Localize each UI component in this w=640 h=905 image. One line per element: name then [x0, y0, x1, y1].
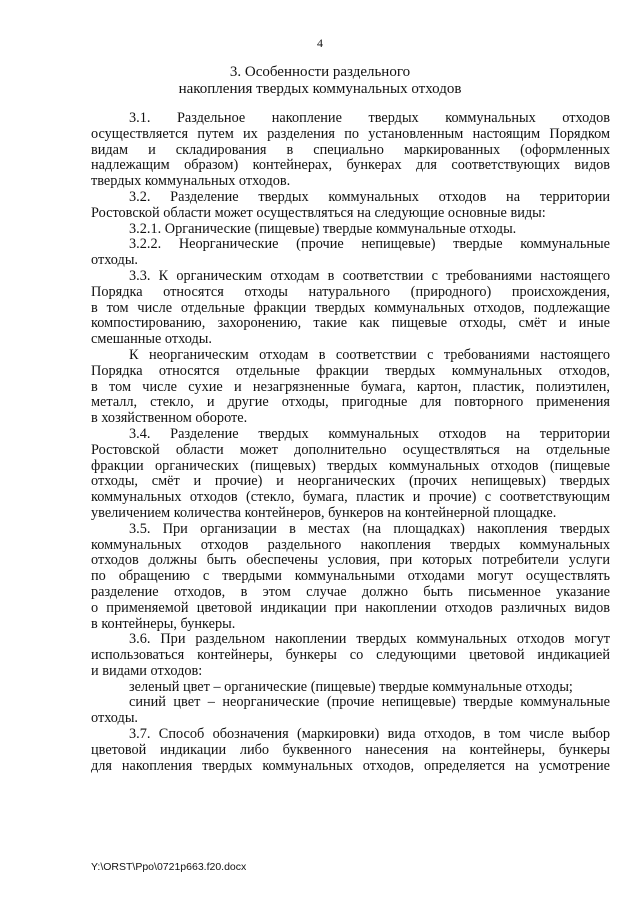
paragraph-line: 3.6. При раздельном накоплении твердых коммунальных отходов могут [129, 631, 610, 648]
document-body [91, 111, 610, 774]
paragraph-p3-6-b [91, 695, 610, 727]
paragraph-line: синий цвет – неорганические (прочие непищевые) твердые коммунальные [129, 694, 610, 711]
paragraph-line: 3.5. При организации в местах (на площадках) накопления твердых [129, 520, 610, 537]
paragraph-line: твердых коммунальных отходов. [91, 173, 291, 190]
file-path-footer: Y:\ORST\Ppo\0721p663.f20.docx [91, 861, 247, 873]
paragraph-line: отходов должны быть обеспечены условия, при которых потребители услуги [91, 552, 610, 569]
paragraph-line: 3.4. Разделение твердых коммунальных отходов на территории [129, 425, 610, 442]
paragraph-line: коммунальных отходов (стекло, бумага, пластик и прочие) с соответствующим [91, 489, 610, 506]
paragraph-line: в контейнеры, бункеры. [91, 615, 236, 632]
paragraph-line: Ростовской области может осуществляться на следующие основные виды: [91, 204, 546, 221]
paragraph-line: надлежащим образом) контейнерах, бункерах для соответствующих видов [91, 157, 610, 174]
paragraph-line: Ростовской области может дополнительно осуществляться на отдельные [91, 441, 610, 458]
paragraph-line: 3.2.1. Органические (пищевые) твердые коммунальные отходы. [129, 220, 517, 237]
paragraph-line: осуществляется путем их разделения по установленным настоящим Порядком [91, 125, 610, 142]
paragraph-line: зеленый цвет – органические (пищевые) твердые коммунальные отходы; [129, 678, 573, 695]
paragraph-line: увеличением количества контейнеров, бункеров на контейнерной площадке. [91, 504, 557, 521]
paragraph-line: в том числе отдельные фракции твердых коммунальных отходов, подлежащие [91, 299, 610, 316]
paragraph-line: 3.2. Разделение твердых коммунальных отходов на территории [129, 188, 610, 205]
section-title-line: накопления твердых коммунальных отходов [178, 81, 462, 97]
paragraph-line: Порядка относятся отдельные фракции твердых коммунальных отходов, [91, 362, 610, 379]
paragraph-line: в хозяйственном обороте. [91, 410, 248, 427]
section-title-line: 3. Особенности раздельного [229, 64, 411, 80]
paragraph-line: отходы, смёт и прочие) и неорганических (прочих непищевых) твердых [91, 473, 610, 490]
paragraph-line: по обращению с твердыми коммунальными отходами могут осуществлять [91, 568, 610, 585]
paragraph-line: отходы. [91, 710, 139, 727]
paragraph-p3-6-a [91, 680, 610, 696]
paragraph-line: коммунальных отходов раздельного накопления твердых коммунальных [91, 536, 610, 553]
paragraph-line: 3.2.2. Неорганические (прочие непищевые) твердые коммунальные [129, 236, 610, 253]
paragraph-line: для накопления твердых коммунальных отходов, определяется на усмотрение [91, 757, 610, 774]
paragraph-line: в том числе сухие и незагрязненные бумага, картон, пластик, полиэтилен, [91, 378, 610, 395]
paragraph-line: видам и складирования в специально маркированных (оформленных [91, 141, 610, 158]
paragraph-line: цветовой индикации либо буквенного нанесения на контейнеры, бункеры [91, 741, 610, 758]
paragraph-p3-2-1 [91, 222, 610, 238]
paragraph-line: металл, стекло, и другие отходы, пригодные для повторного применения [91, 394, 610, 411]
paragraph-line: К неорганическим отходам в соответствии с требованиями настоящего [129, 346, 610, 363]
paragraph-p3-6 [91, 632, 610, 679]
paragraph-line: использоваться контейнеры, бункеры со следующими цветовой индикацией [91, 647, 610, 664]
page-number: 4 [317, 36, 323, 50]
paragraph-line: компостированию, захоронению, такие как пищевые отходы, смёт и иные [91, 315, 610, 332]
paragraph-line: и видами отходов: [91, 662, 203, 679]
paragraph-line: Порядка относятся отходы натурального (природного) происхождения, [91, 283, 610, 300]
paragraph-line: смешанные отходы. [91, 331, 212, 348]
paragraph-p3-1 [91, 111, 610, 190]
paragraph-p3-3-b [91, 348, 610, 427]
paragraph-p3-5 [91, 522, 610, 633]
paragraph-p3-2-2 [91, 237, 610, 269]
section-title [0, 64, 640, 98]
paragraph-line: отходы. [91, 252, 139, 269]
paragraph-line: разделение отходов, в этом случае должно быть письменное указание [91, 583, 610, 600]
paragraph-p3-3 [91, 269, 610, 348]
paragraph-line: 3.3. К органическим отходам в соответствии с требованиями настоящего [129, 267, 610, 284]
paragraph-line: фракции органических (пищевых) твердых коммунальных отходов (пищевые [91, 457, 610, 474]
paragraph-line: 3.7. Способ обозначения (маркировки) вида отходов, в том числе выбор [129, 726, 610, 743]
paragraph-p3-7 [91, 727, 610, 774]
paragraph-p3-4 [91, 427, 610, 522]
paragraph-line: 3.1. Раздельное накопление твердых коммунальных отходов [129, 110, 610, 126]
paragraph-p3-2 [91, 190, 610, 222]
paragraph-line: о применяемой цветовой индикации при накоплении отходов различных видов [91, 599, 610, 616]
